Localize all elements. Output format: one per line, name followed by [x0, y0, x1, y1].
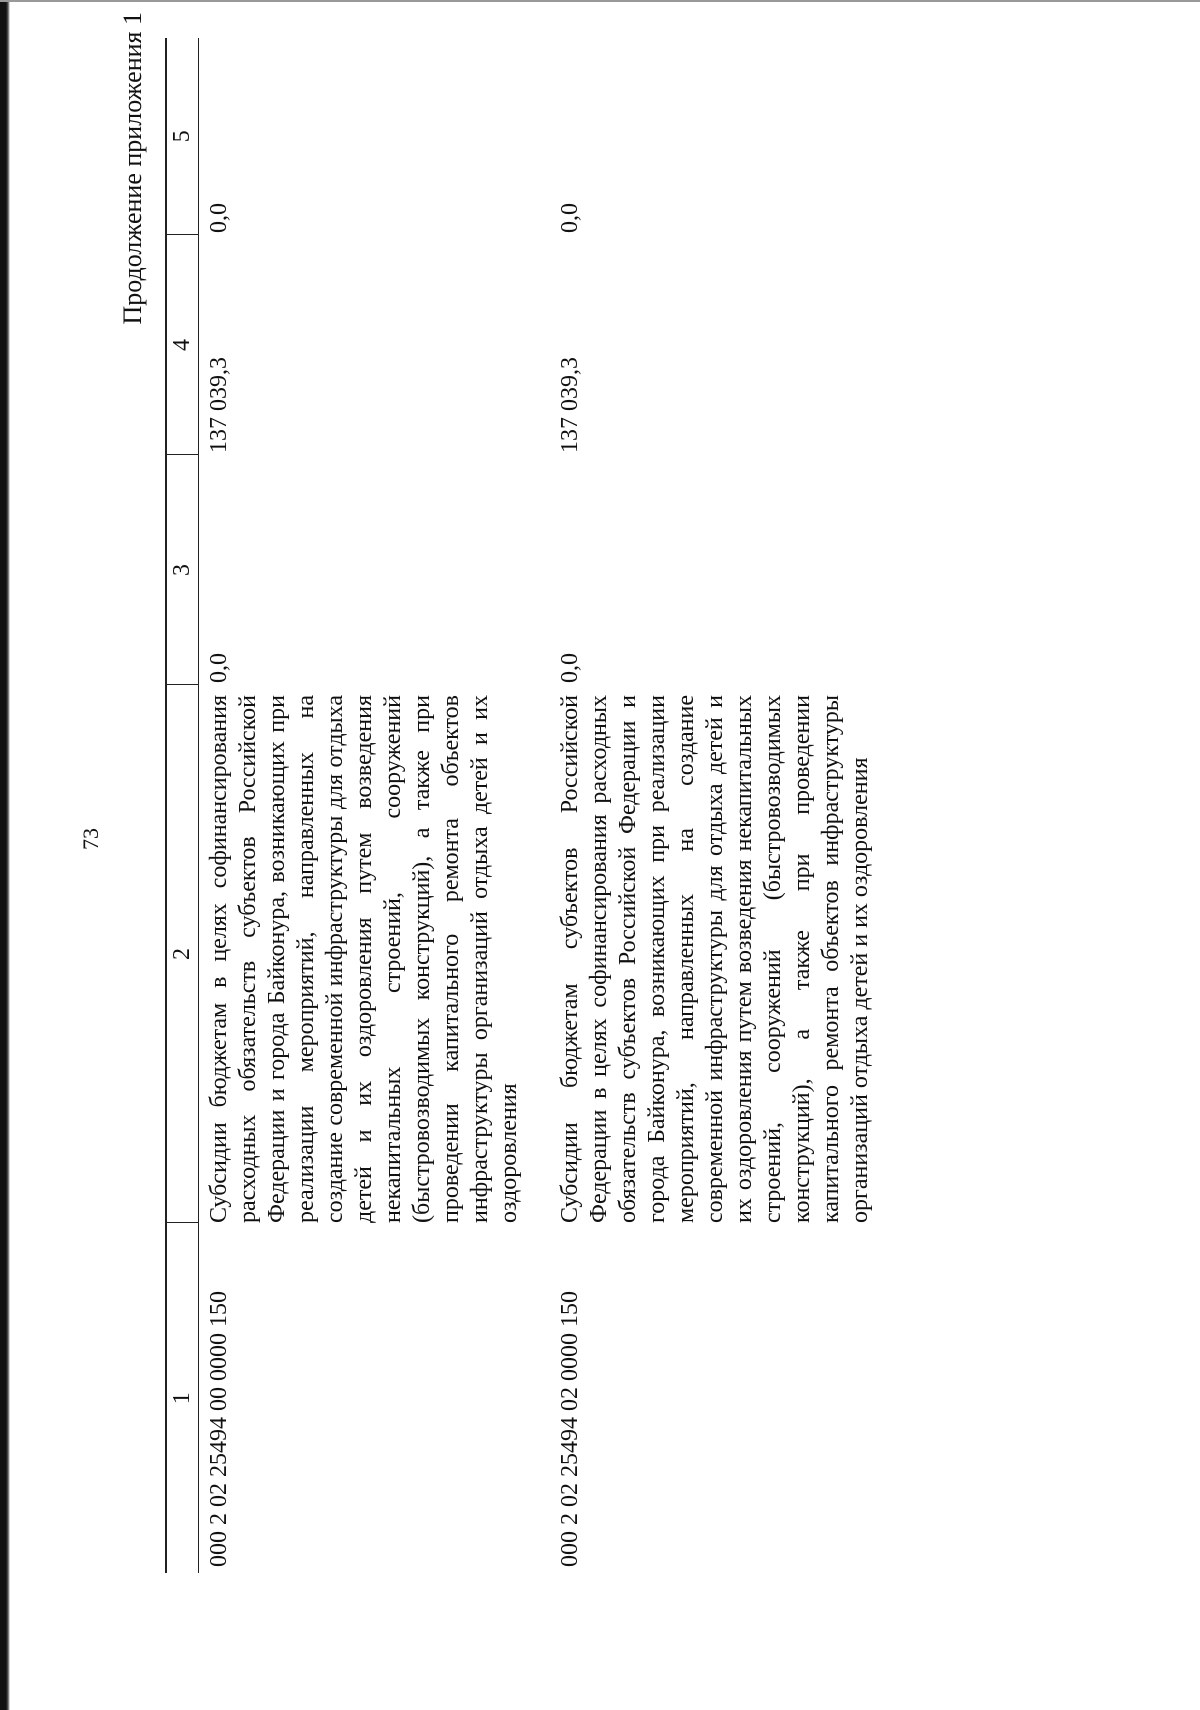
value-cell-col3: 0,0: [206, 653, 232, 683]
budget-code-cell: 000 2 02 25494 00 0000 150: [206, 1291, 232, 1567]
appendix-table: [165, 38, 901, 1573]
description-cell: Субсидии бюджетам в целях софинансирования расходных обязательств субъектов Российской Федерации и города Байконура, возникающих при реализации мероприятий, направленных на создание современной инфраструктуры для отдыха детей и их оздоровления путем возведения некапитальных строений, сооружений (быстровозводимых конструкций), а также при проведении капитального ремонта объектов инфраструктуры организаций отдыха детей и их оздоровления: [206, 695, 522, 1223]
table-row: [550, 38, 901, 1573]
value-cell-col4: 137 039,3: [206, 357, 232, 453]
value-cell-col3: 0,0: [557, 653, 583, 683]
column-header: 1: [166, 1223, 199, 1573]
table-header-row: [166, 38, 199, 1573]
description-cell: Субсидии бюджетам субъектов Российской Федерации в целях софинансирования расходных обязательств субъектов Российской Федерации и города Байконура, возникающих при реализации мероприятий, направленных на создание современной инфраструктуры для отдыха детей и их оздоровления путем возведения некапитальных строений, сооружений (быстровозводимых конструкций), а также при проведении капитального ремонта объектов инфраструктуры организаций отдыха детей и их оздоровления: [557, 695, 873, 1223]
page-number: 73: [78, 828, 103, 850]
value-cell-col5: 0,0: [557, 203, 583, 233]
column-header: 5: [166, 38, 199, 235]
table-row: [199, 38, 551, 1573]
column-header: 2: [166, 685, 199, 1223]
continuation-label: Продолжение приложения 1: [118, 12, 147, 325]
column-header: 4: [166, 235, 199, 455]
value-cell-col4: 137 039,3: [557, 357, 583, 453]
budget-code-cell: 000 2 02 25494 02 0000 150: [557, 1291, 583, 1567]
value-cell-col5: 0,0: [206, 203, 232, 233]
column-header: 3: [166, 455, 199, 685]
